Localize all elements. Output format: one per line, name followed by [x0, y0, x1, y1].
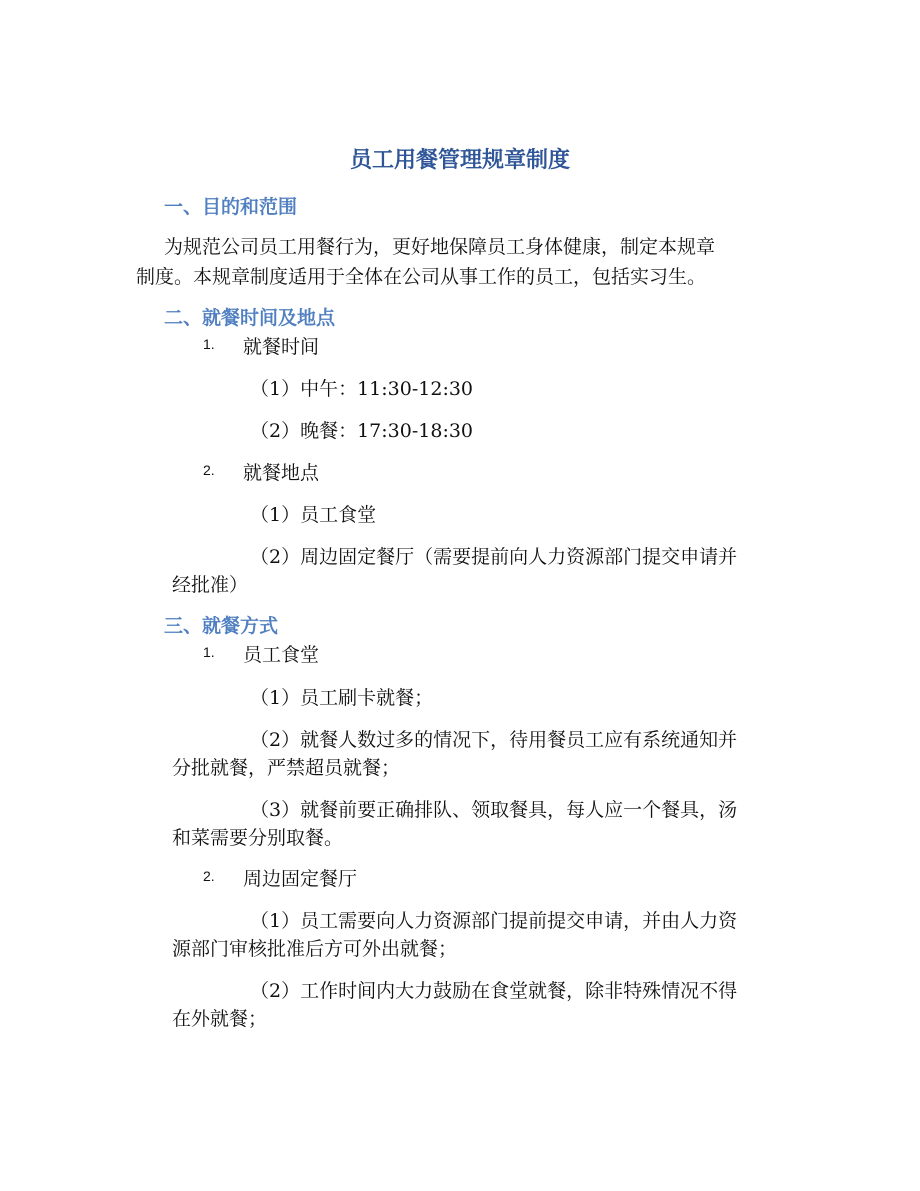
section-heading-dining-method: 三、就餐方式 — [164, 615, 279, 637]
paragraph-line: 为规范公司员工用餐行为，更好地保障员工身体健康，制定本规章 — [164, 236, 716, 258]
sub-item: （2）工作时间内大力鼓励在食堂就餐，除非特殊情况不得 — [250, 980, 738, 1002]
list-item-label: 员工食堂 — [243, 644, 320, 666]
sub-item-continuation: 源部门审核批准后方可外出就餐； — [172, 938, 458, 960]
document-title: 员工用餐管理规章制度 — [349, 148, 570, 173]
sub-item: （1）中午：11:30-12:30 — [250, 378, 474, 400]
list-number: 2. — [203, 462, 215, 478]
sub-item: （2）晚餐：17:30-18:30 — [250, 420, 474, 442]
sub-item-continuation: 经批准） — [172, 574, 249, 596]
list-item-label: 就餐地点 — [243, 462, 320, 484]
section-heading-purpose: 一、目的和范围 — [164, 196, 298, 218]
sub-item-continuation: 分批就餐，严禁超员就餐； — [172, 757, 401, 779]
sub-item: （1）员工刷卡就餐； — [250, 687, 434, 709]
list-number: 2. — [203, 868, 215, 884]
list-number: 1. — [203, 644, 215, 660]
sub-item-continuation: 和菜需要分别取餐。 — [172, 827, 344, 849]
list-item-label: 周边固定餐厅 — [243, 868, 358, 890]
sub-item: （2）就餐人数过多的情况下，待用餐员工应有系统通知并 — [250, 729, 738, 751]
sub-item-continuation: 在外就餐； — [172, 1008, 268, 1030]
sub-item: （3）就餐前要正确排队、领取餐具，每人应一个餐具，汤 — [250, 799, 738, 821]
sub-item: （1）员工食堂 — [250, 504, 377, 526]
sub-item: （1）员工需要向人力资源部门提前提交申请，并由人力资 — [250, 910, 738, 932]
sub-item: （2）周边固定餐厅（需要提前向人力资源部门提交申请并 — [250, 546, 738, 568]
list-number: 1. — [203, 336, 215, 352]
list-item-label: 就餐时间 — [243, 336, 320, 358]
section-heading-time-place: 二、就餐时间及地点 — [164, 307, 336, 329]
paragraph-line: 制度。本规章制度适用于全体在公司从事工作的员工，包括实习生。 — [136, 266, 707, 288]
